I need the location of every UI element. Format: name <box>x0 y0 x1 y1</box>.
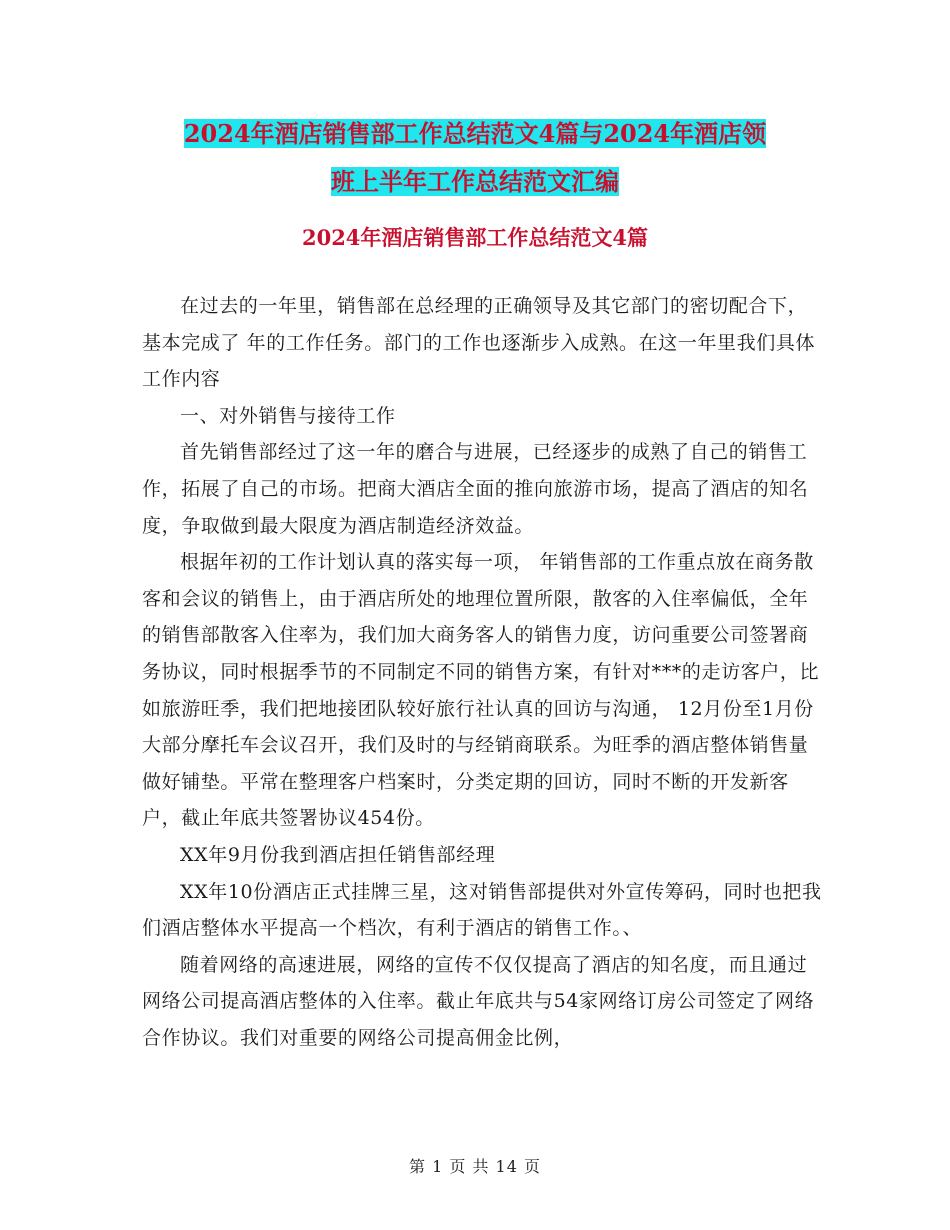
section-title: 2024年酒店销售部工作总结范文4篇 <box>301 225 649 250</box>
body-text <box>142 288 822 1056</box>
title-line-1: 2024年酒店销售部工作总结范文4篇与2024年酒店领 <box>183 119 767 148</box>
paragraph-work-plan: 根据年初的工作计划认真的落实每一项， 年销售部的工作重点放在商务散客和会议的销售上，由于酒店所处的地理位置所限，散客的入住率偏低，全年的销售部散客入住率为，我们加大商务客人的销售力度，访问重要公司签署商务协议，同时根据季节的不同制定不同的销售方案，有针对***的走访客户，比如旅游旺季，我们把地接团队较好旅行社认真的回访与沟通， 12月份至1月份大部分摩托车会议召开，我们及时的与经销商联系。为旺季的酒店整体销售量做好铺垫。平常在整理客户档案时，分类定期的回访，同时不断的开发新客户，截止年底共签署协议454份。 <box>142 551 820 830</box>
title-line-2: 班上半年工作总结范文汇编 <box>331 167 619 196</box>
document-title <box>0 110 950 206</box>
paragraph-three-star: XX年10份酒店正式挂牌三星，这对销售部提供对外宣传筹码，同时也把我们酒店整体水平提高一个档次，有利于酒店的销售工作。、 <box>142 880 822 940</box>
paragraph-network: 随着网络的高速进展，网络的宣传不仅仅提高了酒店的知名度，而且通过网络公司提高酒店整体的入住率。截止年底共与54家网络订房公司签定了网络合作协议。我们对重要的网络公司提高佣金比例， <box>142 953 815 1049</box>
paragraph-sales-maturity: 首先销售部经过了这一年的磨合与进展，已经逐步的成熟了自己的销售工作，拓展了自己的市场。把商大酒店全面的推向旅游市场，提高了酒店的知名度，争取做到最大限度为酒店制造经济效益。 <box>142 441 809 537</box>
paragraph-september: XX年9月份我到酒店担任销售部经理 <box>180 843 496 866</box>
paragraph-intro: 在过去的一年里，销售部在总经理的正确领导及其它部门的密切配合下，基本完成了 年的工作任务。部门的工作也逐渐步入成熟。在这一年里我们具体工作内容 <box>142 295 816 391</box>
page-footer: 第 1 页 共 14 页 <box>409 1157 541 1176</box>
paragraph-heading-1: 一、对外销售与接待工作 <box>180 404 396 427</box>
